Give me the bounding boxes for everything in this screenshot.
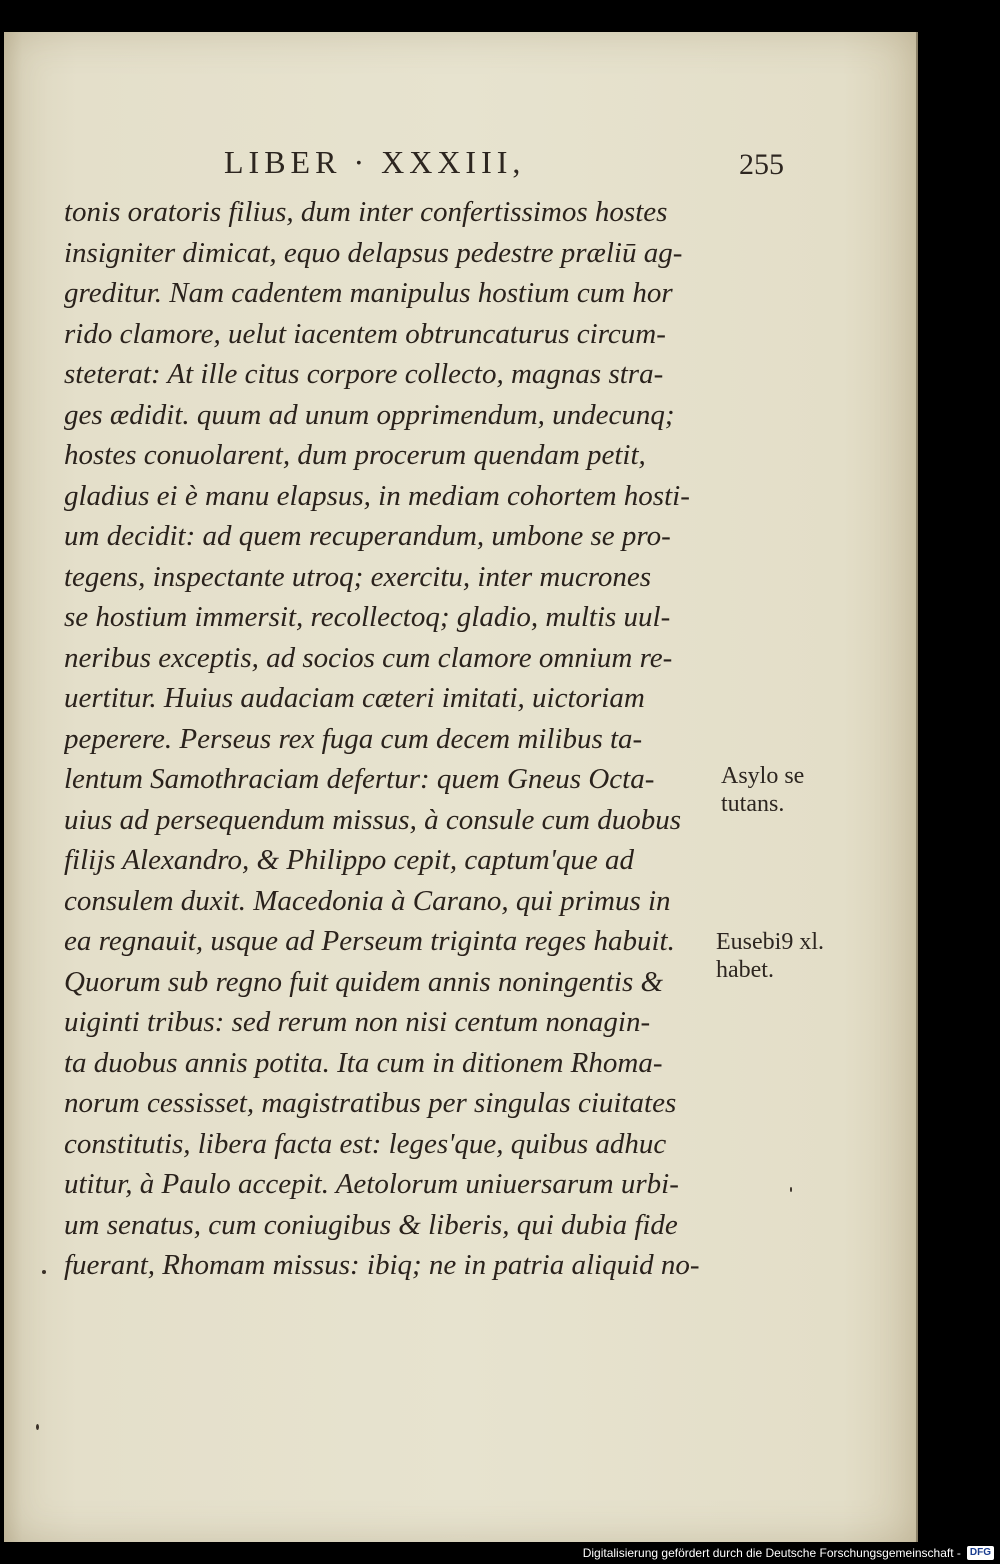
running-head-separator: ·	[353, 144, 370, 180]
text-line: filijs Alexandro, & Philippo cepit, captum'que ad	[64, 844, 635, 876]
text-line: se hostium immersit, recollectoq; gladio, multis uul-	[64, 601, 671, 633]
text-line: peperere. Perseus rex fuga cum decem milibus ta-	[64, 722, 643, 755]
text-line: uertitur. Huius audaciam cæteri imitati, uictoriam	[64, 682, 645, 714]
text-line: ea regnauit, usque ad Perseum triginta reges habuit.	[64, 925, 675, 957]
text-line: constitutis, libera facta est: leges'que, quibus adhuc	[64, 1127, 667, 1160]
text-line: Quorum sub regno fuit quidem annis noningentis &	[64, 965, 664, 998]
paper-speck	[42, 1270, 46, 1274]
text-line: neribus exceptis, ad socios cum clamore omnium re-	[64, 641, 673, 674]
text-line: rido clamore, uelut iacentem obtruncaturus circum-	[64, 317, 666, 350]
text-line: steterat: At ille citus corpore collecto, magnas stra-	[64, 358, 664, 390]
book-page	[4, 32, 918, 1542]
funding-credit: Digitalisierung gefördert durch die Deutsche Forschungsgemeinschaft -	[582, 1546, 961, 1560]
running-head-numeral: XXXIII,	[381, 144, 526, 180]
text-line: ges ædidit. quum ad unum opprimendum, undecunq;	[64, 398, 675, 431]
text-line: uiginti tribus: sed rerum non nisi centum nonagin-	[64, 1006, 651, 1038]
marginal-note-line: Asylo se	[721, 763, 805, 789]
text-line: tonis oratoris filius, dum inter confertissimos hostes	[64, 196, 668, 228]
text-line: insigniter dimicat, equo delapsus pedestre præliū ag-	[64, 236, 683, 269]
text-line: um senatus, cum coniugibus & liberis, qui dubia fide	[64, 1208, 678, 1241]
text-line: fuerant, Rhomam missus: ibiq; ne in patria aliquid no-	[64, 1249, 700, 1281]
marginal-note-line: tutans.	[721, 791, 785, 817]
text-line: hostes conuolarent, dum procerum quendam petit,	[64, 439, 646, 471]
footer-bar	[575, 1542, 1000, 1564]
text-line: lentum Samothraciam defertur: quem Gneus Octa-	[64, 763, 655, 795]
page-number: 255	[739, 148, 784, 181]
marginal-note-line: habet.	[716, 957, 774, 983]
text-line: gladius ei è manu elapsus, in mediam cohortem hosti-	[64, 479, 690, 512]
text-line: uius ad persequendum missus, à consule cum duobus	[64, 803, 682, 836]
body-text	[64, 192, 714, 1286]
marginal-note-eusebius	[716, 928, 824, 984]
running-head	[224, 144, 525, 181]
running-head-title: LIBER	[224, 144, 342, 180]
marginal-note-asylum	[721, 762, 804, 818]
text-line: um decidit: ad quem recuperandum, umbone se pro-	[64, 520, 671, 552]
text-line: greditur. Nam cadentem manipulus hostium cum hor	[64, 277, 673, 309]
text-line: norum cessisset, magistratibus per singulas ciuitates	[64, 1087, 677, 1119]
text-line: tegens, inspectante utroq; exercitu, inter mucrones	[64, 560, 652, 593]
text-line: utitur, à Paulo accepit. Aetolorum uniuersarum urbi-	[64, 1168, 679, 1200]
paper-speck	[36, 1424, 39, 1430]
text-line: ta duobus annis potita. Ita cum in ditionem Rhoma-	[64, 1046, 663, 1079]
dfg-logo: DFG	[967, 1546, 994, 1560]
marginal-note-line: Eusebi9 xl.	[716, 929, 824, 955]
paper-speck	[790, 1187, 792, 1192]
text-line: consulem duxit. Macedonia à Carano, qui primus in	[64, 884, 671, 917]
